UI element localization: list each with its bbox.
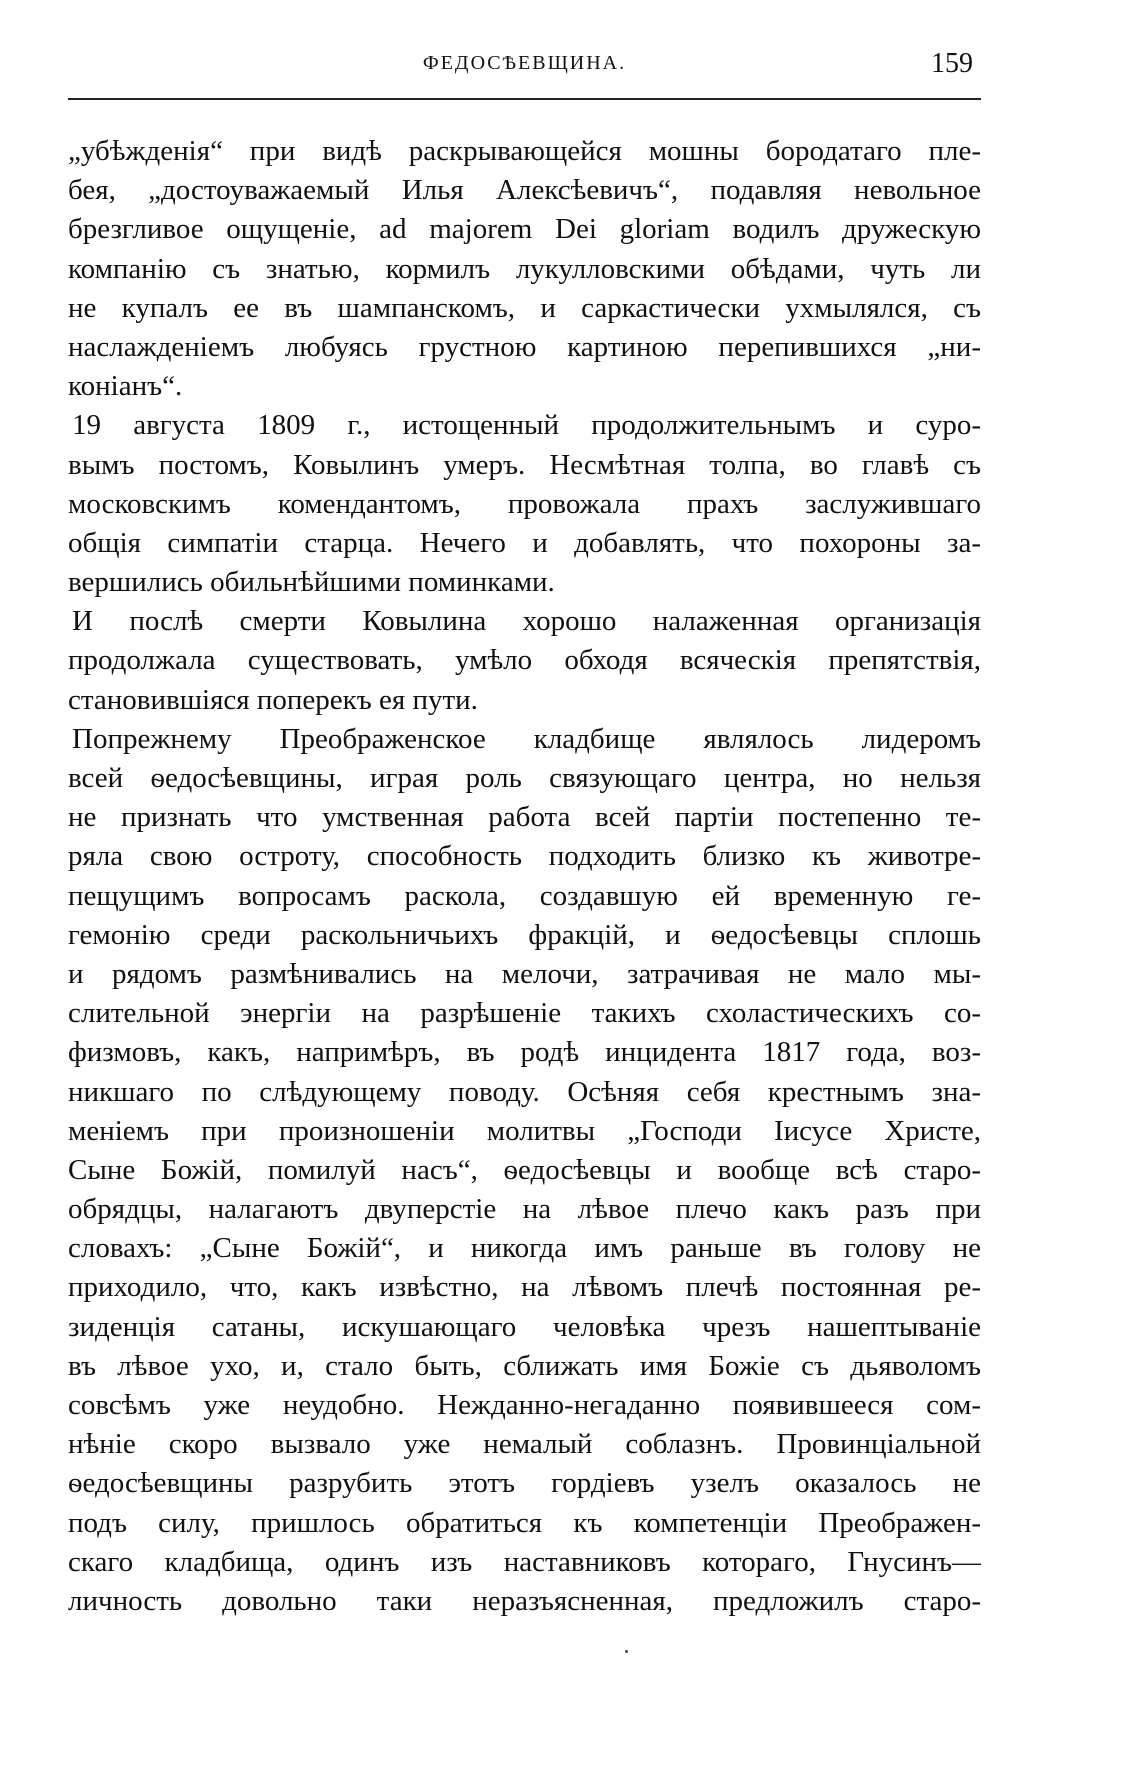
text-line: зиденція сатаны, искушающаго человѣка чрезъ нашептываніе <box>68 1310 981 1343</box>
text-line: не купалъ ее въ шампанскомъ, и саркастически ухмылялся, съ <box>68 291 981 324</box>
text-line: компанію съ знатью, кормилъ лукулловскими обѣдами, чуть ли <box>68 252 981 285</box>
page-number: 159 <box>931 48 973 79</box>
ink-speck <box>625 1650 628 1653</box>
text-line: коніанъ“. <box>68 370 183 403</box>
text-line: ряла свою остроту, способность подходить близко къ животре- <box>68 840 981 873</box>
text-line: физмовъ, какъ, напримѣръ, въ родѣ инцидента 1817 года, воз- <box>68 1036 981 1069</box>
text-line: въ лѣвое ухо, и, стало быть, сближать имя Божіе съ дьяволомъ <box>68 1349 981 1382</box>
text-line: личность довольно таки неразъясненная, предложилъ старо- <box>68 1584 981 1617</box>
text-line: слительной энергіи на разрѣшеніе такихъ схоластическихъ со- <box>68 997 981 1030</box>
running-title: ФЕДОСѢЕВЩИНА. <box>422 52 627 74</box>
text-line: приходило, что, какъ извѣстно, на лѣвомъ плечѣ постоянная ре- <box>68 1271 981 1304</box>
text-line: пещущимъ вопросамъ раскола, создавшую ей временную ге- <box>68 879 981 912</box>
text-line: бея, „достоуважаемый Илья Алексѣевичъ“, подавляя невольное <box>68 174 981 207</box>
text-line: совсѣмъ уже неудобно. Нежданно-негаданно появившееся сом- <box>68 1389 981 1421</box>
text-line: наслажденіемъ любуясь грустною картиною перепившихся „ни- <box>68 330 981 363</box>
text-line: Попрежнему Преображенское кладбище являлось лидеромъ <box>72 722 981 755</box>
text-line: меніемъ при произношеніи молитвы „Господи Іисусе Христе, <box>68 1114 981 1147</box>
text-line: никшаго по слѣдующему поводу. Осѣняя себя крестнымъ зна- <box>68 1075 981 1108</box>
text-line: скаго кладбища, одинъ изъ наставниковъ котораго, Гнусинъ— <box>68 1545 981 1578</box>
text-line: и рядомъ размѣнивались на мелочи, затрачивая не мало мы- <box>68 957 981 990</box>
text-line: обрядцы, налагаютъ двуперстіе на лѣвое плечо какъ разъ при <box>68 1193 981 1226</box>
text-line: Сыне Божій, помилуй насъ“, ѳедосѣевцы и вообще всѣ старо- <box>68 1153 981 1186</box>
text-line: ѳедосѣевщины разрубить этотъ гордіевъ узелъ оказалось не <box>68 1467 981 1500</box>
text-line: подъ силу, пришлось обратиться къ компетенціи Преображен- <box>68 1506 981 1539</box>
text-line: вымъ постомъ, Ковылинъ умеръ. Несмѣтная толпа, во главѣ съ <box>68 448 981 481</box>
body-text <box>68 132 981 1621</box>
text-line: московскимъ комендантомъ, провожала прахъ заслужившаго <box>68 487 981 520</box>
text-line: 19 августа 1809 г., истощенный продолжительнымъ и суро- <box>72 409 981 442</box>
text-line: всей ѳедосѣевщины, играя роль связующаго центра, но нельзя <box>68 762 981 794</box>
text-line: общія симпатіи старца. Нечего и добавлять, что похороны за- <box>68 526 981 559</box>
text-line: вершились обильнѣйшими поминками. <box>68 566 555 599</box>
text-line: не признать что умственная работа всей партіи постепенно те- <box>68 801 981 834</box>
running-header <box>68 48 981 100</box>
text-line: становившіяся поперекъ ея пути. <box>68 683 478 716</box>
text-line: И послѣ смерти Ковылина хорошо налаженная организація <box>72 605 981 638</box>
text-line: продолжала существовать, умѣло обходя всяческія препятствія, <box>68 644 981 677</box>
text-line: словахъ: „Сыне Божій“, и никогда имъ раньше въ голову не <box>68 1232 981 1265</box>
text-line: „убѣжденія“ при видѣ раскрывающейся мошны бородатаго пле- <box>68 135 981 167</box>
text-line: брезгливое ощущеніе, ad majorem Dei gloriam водилъ дружескую <box>68 213 981 246</box>
text-line: нѣніе скоро вызвало уже немалый соблазнъ. Провинціальной <box>68 1428 981 1461</box>
text-line: гемонію среди раскольничьихъ фракцій, и ѳедосѣевцы сплошь <box>68 918 981 951</box>
